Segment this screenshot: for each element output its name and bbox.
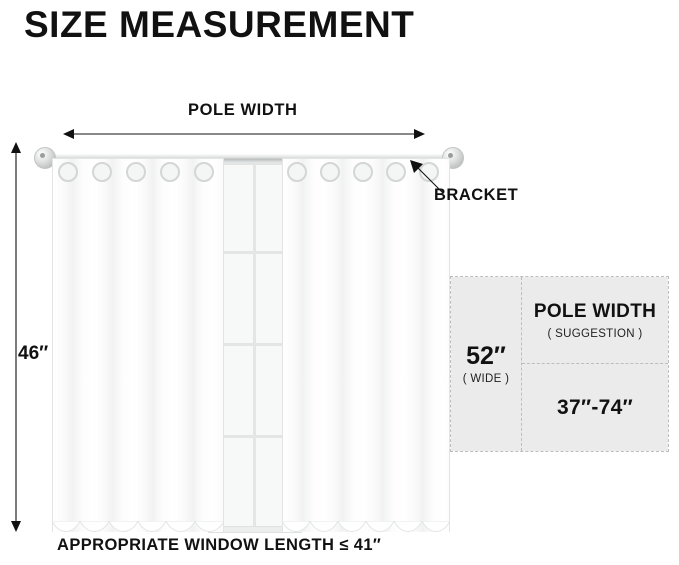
spec-width-value: 52″ — [466, 341, 506, 370]
curtain-window-illustration — [30, 140, 475, 540]
spec-pole-width-group — [522, 277, 668, 451]
spec-pole-width-note: ( SUGGESTION ) — [547, 327, 643, 340]
grommet-icon — [126, 162, 146, 182]
grommet-icon — [160, 162, 180, 182]
grommet-icon — [386, 162, 406, 182]
curtain-panel-left-fabric — [52, 158, 224, 532]
window-grid — [219, 165, 291, 527]
grommet-icon — [353, 162, 373, 182]
grommet-row-left — [52, 162, 224, 184]
window-length-caption: APPROPRIATE WINDOW LENGTH ≤ 41″ — [57, 536, 382, 554]
page-title: SIZE MEASUREMENT — [24, 4, 415, 45]
grommet-icon — [92, 162, 112, 182]
curtain-panel-right-fabric — [282, 158, 450, 532]
grommet-icon — [58, 162, 78, 182]
spec-pole-width-range: 37″-74″ — [557, 395, 633, 419]
spec-pole-width-header: POLE WIDTH — [533, 300, 657, 322]
curtain-panel-right — [282, 158, 450, 532]
bracket-label: BRACKET — [434, 186, 519, 204]
spec-pole-width-range-cell — [522, 364, 668, 451]
spec-width-note: ( WIDE ) — [462, 373, 510, 386]
pole-width-label: POLE WIDTH — [188, 101, 298, 119]
curtain-panel-left — [52, 158, 224, 532]
double-arrow-vertical-icon — [10, 142, 22, 532]
grommet-icon — [320, 162, 340, 182]
curtain-height-label: 46″ — [18, 343, 49, 364]
grommet-icon — [194, 162, 214, 182]
specification-table — [450, 276, 669, 452]
double-arrow-horizontal-icon — [63, 128, 425, 140]
spec-pole-width-header-cell — [522, 277, 668, 364]
grommet-icon — [287, 162, 307, 182]
spec-width-cell — [451, 277, 522, 451]
